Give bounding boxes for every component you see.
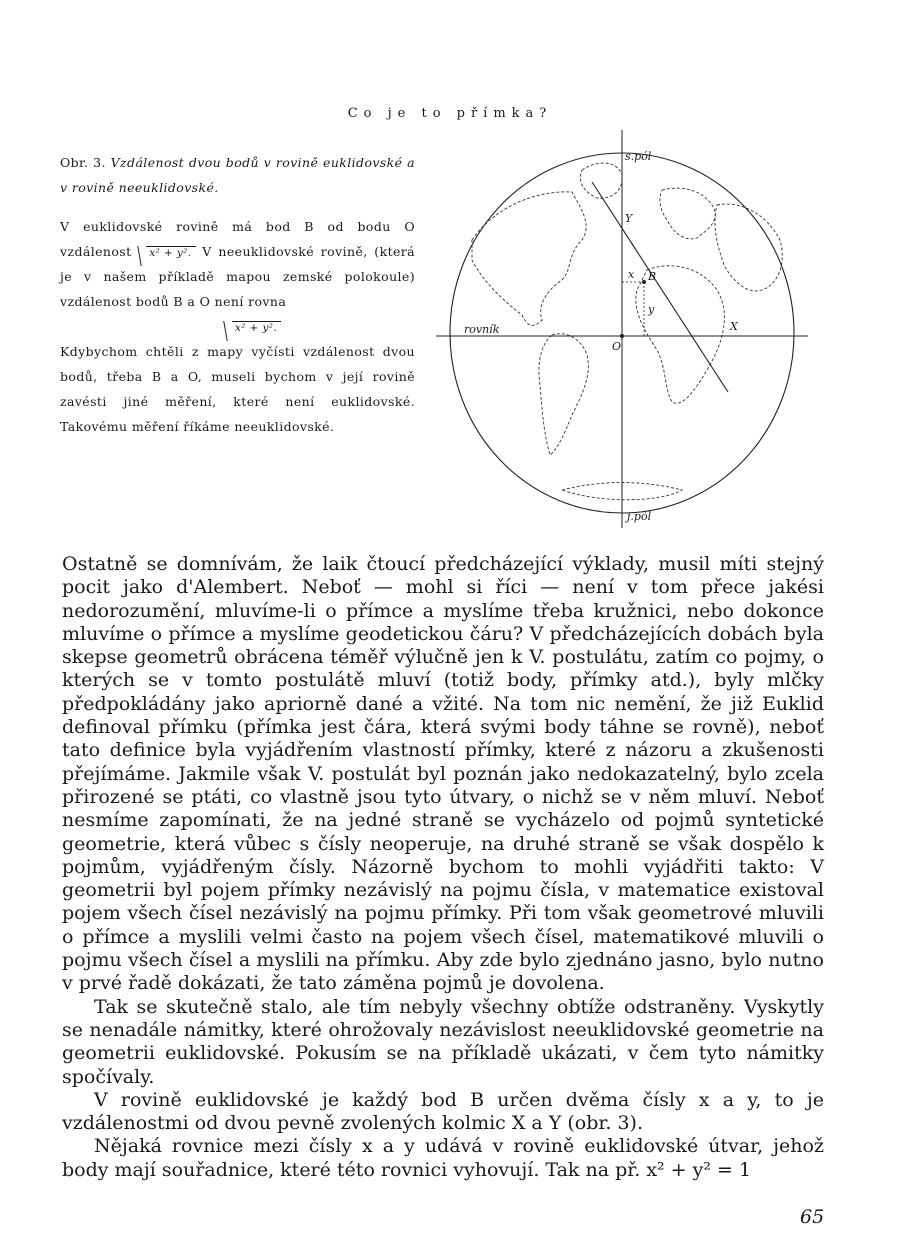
north-pole-label: s.pól xyxy=(625,150,652,163)
figure-caption xyxy=(60,150,415,200)
point-b xyxy=(642,280,646,284)
main-text xyxy=(62,553,824,1182)
sidebar-text-1a: V euklidovské rovině má bod B od bodu O vzdálenost xyxy=(60,219,415,259)
caption-label: Obr. 3. xyxy=(60,155,106,170)
point-b-label: B xyxy=(648,270,657,283)
y-axis-label: Y xyxy=(625,212,633,225)
coord-x-label: x xyxy=(628,268,635,281)
south-america-outline xyxy=(539,334,588,455)
distance-formula-2: x² + y². xyxy=(232,321,281,335)
figure-caption-block xyxy=(60,150,415,439)
hemisphere-map-figure xyxy=(432,130,812,530)
asia-outline xyxy=(715,204,782,291)
page-number: 65 xyxy=(800,1206,825,1228)
x-axis-line xyxy=(592,182,728,392)
body-paragraph-1: Ostatně se domnívám, že laik čtoucí předcházející výklady, musil míti stejný pocit jako d'Alembert. Neboť — mohl si říci — není v tom přece jakési nedorozumění, mluvíme-li o přímce a myslíme třeba kružnici, nebo dokonce mluvíme o přímce a myslíme geodetickou čáru? V předcházejících dobách byla skepse geometrů obrácena téměř výlučně jen k V. postulátu, zatím co pojmy, o kterých se v tomto postulátě mluví (totiž body, přímky atd.), byly mlčky předpokládány jako apriorně dané a vžité. Na tom nic nemění, že již Euklid definoval přímku (přímka jest čára, která svými body táhne se rovně), neboť tato definice byla vyjádřením vlastností přímky, které z názoru a zkušenosti přejímáme. Jakmile však V. postulát byl poznán jako nedokazatelný, bylo zcela přirozené se ptáti, co vlastně jsou tyto útvary, o nichž se v něm mluví. Neboť nesmíme zapomínati, že na jedné straně se vycházelo od pojmů syntetické geometrie, která vůbec s čísly neoperuje, na druhé straně se však dospělo k pojmům, vyjádřeným čísly. Názorně bychom to mohli vyjádřiti takto: V geometrii byl pojem přímky nezávislý na pojmu čísla, v matematice existoval pojem všech čísel nezávislý na pojmu přímky. Při tom však geometrové mluvili o přímce a myslili velmi často na pojem všech čísel, matematikové mluvili o pojmu všech čísel a myslili na přímku. Aby zde bylo zjednáno jasno, bylo nutno v prvé řadě dokázati, že tato záměna pojmů je dovolena. xyxy=(62,553,824,995)
distance-formula: x² + y². xyxy=(146,246,195,260)
origin-point xyxy=(620,334,624,338)
equator-label: rovník xyxy=(464,323,500,336)
south-pole-label: j.pól xyxy=(627,510,652,523)
body-paragraph-2: Tak se skutečně stalo, ale tím nebyly všechny obtíže odstraněny. Vyskytly se nenadále námitky, které ohrožovaly nezávislost neeuklidovské geometrie na geometrii euklidovské. Pokusím se na příkladě ukázati, v čem tyto námitky spočívaly. xyxy=(62,995,824,1088)
africa-outline xyxy=(636,266,725,404)
running-title: Co je to přímka? xyxy=(347,106,553,121)
caption-text: Vzdálenost dvou bodů v rovině euklidovské a v rovině neeuklidovské. xyxy=(60,155,415,195)
north-america-outline xyxy=(472,192,586,326)
sidebar-text-1b: V neeuklidovské rovině, (která je v našem příkladě mapou zemské polokoule) vzdálenost bodů B a O není rovna xyxy=(60,244,416,309)
europe-outline xyxy=(660,188,715,239)
coord-y-label: y xyxy=(648,303,655,316)
origin-label: O xyxy=(612,340,622,353)
sidebar-paragraph-2: Kdybychom chtěli z mapy vyčísti vzdálenost dvou bodů, třeba B a O, museli bychom v její rovině zavésti jiné měření, které není euklidovské. Takovému měření říkáme neeuklidovské. xyxy=(60,344,415,434)
body-paragraph-3: V rovině euklidovské je každý bod B určen dvěma čísly x a y, to je vzdálenostmi od dvou pevně zvolených kolmic X a Y (obr. 3). xyxy=(62,1088,824,1135)
greenland-outline xyxy=(580,163,622,198)
sidebar-paragraph-1 xyxy=(60,214,415,314)
body-paragraph-4: Nějaká rovnice mezi čísly x a y udává v rovině euklidovské útvar, jehož body mají souřadnice, které této rovnici vyhovují. Tak na př. x² + y² = 1 xyxy=(62,1135,824,1181)
x-axis-label: X xyxy=(730,320,738,333)
centered-formula-line xyxy=(60,314,415,339)
